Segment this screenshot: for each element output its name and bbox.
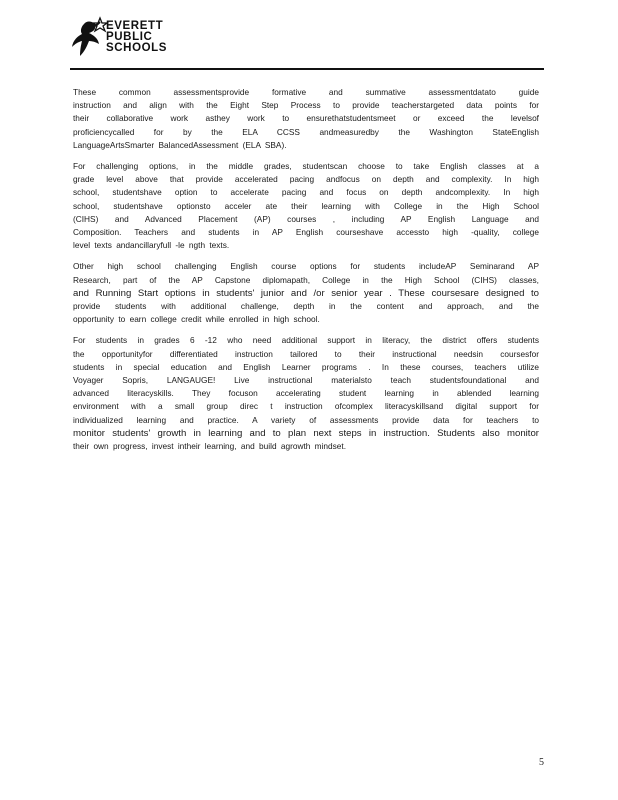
text-line: Other high school challenging English course options for students includeAP Seminarand AP [73, 261, 539, 272]
text-line: level texts andancillaryfull -le ngth texts. [73, 240, 230, 251]
district-logo [70, 14, 180, 64]
text-line: advanced literacyskills. They focuson accelerating student learning in ablended learning [73, 388, 539, 399]
logo-line-2: PUBLIC [106, 31, 153, 43]
page-number: 5 [539, 757, 544, 768]
paragraph-challenging-options [73, 160, 539, 252]
text-line: their own progress, invest intheir learning, and build agrowth mindset. [73, 441, 347, 452]
leaping-figure-icon [70, 16, 110, 58]
header-divider [70, 68, 544, 70]
text-line: the opportunityfor differentiated instruction tailored to their instructional needsin coursesfor [73, 348, 539, 359]
document-body [73, 86, 539, 461]
text-line: For challenging options, in the middle grades, studentscan choose to take English classes at a [73, 161, 539, 172]
text-line: grade level above that provide accelerated pacing andfocus on depth and complexity. In high [73, 174, 539, 185]
text-line: individualized learning and practice. A variety of assessments provide data for teachers to [73, 414, 539, 425]
text-line: For students in grades 6 -12 who need additional support in literacy, the district offers students [73, 335, 539, 346]
text-line: their collaborative work asthey work to ensurethatstudentsmeet or exceed the levelsof [73, 113, 539, 124]
logo-line-1: EVERETT [106, 20, 164, 32]
paragraph-assessments [73, 86, 539, 152]
text-line: opportunity to earn college credit while enrolled in high school. [73, 314, 320, 325]
text-line: provide students with additional challenge, depth in the content and approach, and the [73, 301, 539, 312]
text-line: and Running Start options in students' junior and /or senior year . These coursesare designed to [73, 287, 539, 299]
logo-line-3: SCHOOLS [106, 42, 168, 54]
text-line: school, studentshave optionsto acceler ate their learning with College in the High School [73, 200, 539, 211]
text-line: school, studentshave option to accelerate pacing and focus on depth andcomplexity. In high [73, 187, 539, 198]
text-line: proficiencycalled for by the ELA CCSS andmeasuredby the Washington StateEnglish [73, 126, 539, 137]
text-line: Research, part of the AP Capstone diplomapath, College in the High School (CIHS) classes, [73, 274, 539, 285]
text-line: instruction and align with the Eight Step Process to provide teacherstargeted data points for [73, 100, 539, 111]
text-line: LanguageArtsSmarter BalancedAssessment (ELA SBA). [73, 139, 287, 150]
text-line: Composition. Teachers and students in AP English courseshave accessto high -quality, college [73, 227, 539, 238]
text-line: Voyager Sopris, LANGAUGE! Live instructional materialsto teach studentsfoundational and [73, 375, 539, 386]
text-line: monitor students' growth in learning and to plan next steps in instruction. Students also monitor [73, 427, 539, 439]
text-line: students in special education and English Learner programs . In these courses, teachers utilize [73, 361, 539, 372]
text-line: (CIHS) and Advanced Placement (AP) courses , including AP English Language and [73, 213, 539, 224]
paragraph-literacy-support [73, 334, 539, 453]
page-header [70, 14, 544, 70]
text-line: environment with a small group direc t instruction ofcomplex literacyskillsand digital support for [73, 401, 539, 412]
text-line: These common assessmentsprovide formative and summative assessmentdatato guide [73, 87, 539, 97]
paragraph-high-school-options [73, 260, 539, 326]
logo-wordmark [106, 21, 167, 54]
